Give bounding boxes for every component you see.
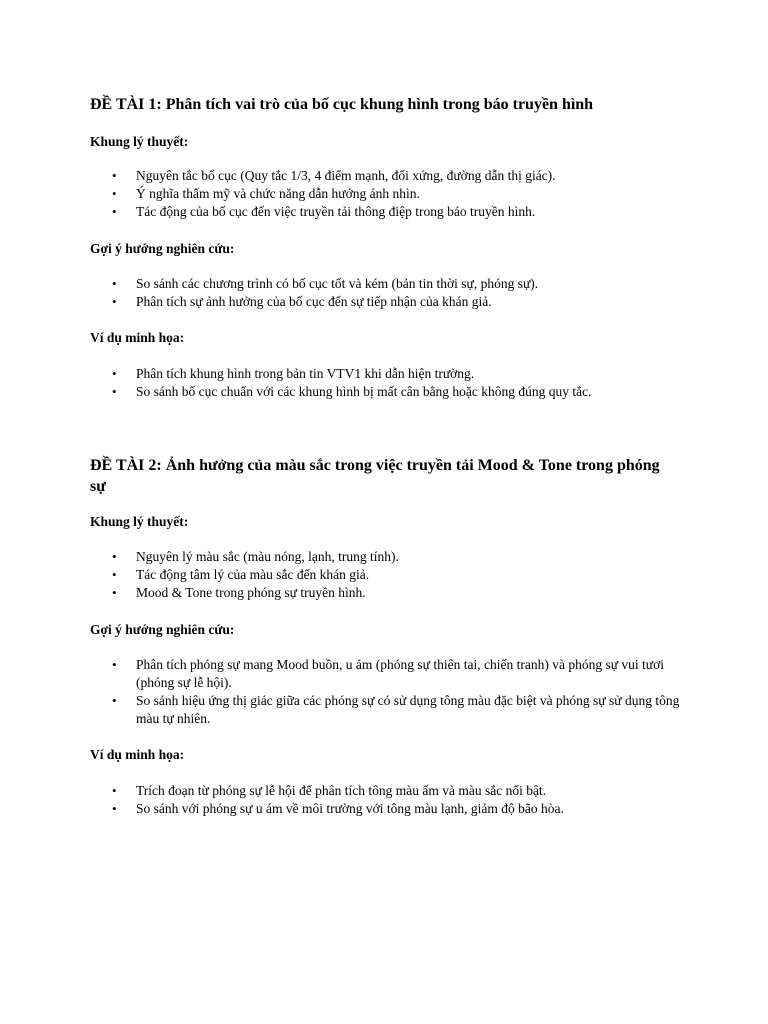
list-item: • So sánh các chương trình có bố cục tốt và kém (bản tin thời sự, phóng sự).	[90, 275, 690, 293]
topic-2-research-list	[90, 656, 690, 728]
list-item: • Phân tích sự ảnh hưởng của bố cục đến sự tiếp nhận của khán giả.	[90, 293, 690, 311]
topic-1-theory-list	[90, 167, 690, 221]
topic-2-example-list	[90, 782, 690, 818]
topic-2-research-label: Gợi ý hướng nghiên cứu:	[90, 622, 235, 637]
list-item: • Tác động tâm lý của màu sắc đến khán giả.	[90, 566, 690, 584]
topic-2-theory-list	[90, 548, 690, 602]
topic-2-title: ĐỀ TÀI 2: Ảnh hưởng của màu sắc trong việc truyền tải Mood & Tone trong phóng sự	[90, 457, 660, 495]
list-item: • So sánh bố cục chuẩn với các khung hình bị mất cân bằng hoặc không đúng quy tắc.	[90, 383, 690, 401]
topic-2-example-label: Ví dụ minh họa:	[90, 747, 185, 762]
topic-1-theory-label: Khung lý thuyết:	[90, 134, 189, 149]
topic-2-theory-label: Khung lý thuyết:	[90, 514, 189, 529]
list-item: • Trích đoạn từ phóng sự lễ hội để phân tích tông màu ấm và màu sắc nổi bật.	[90, 782, 690, 800]
topic-1-example-label: Ví dụ minh họa:	[90, 330, 185, 345]
list-item: • Nguyên lý màu sắc (màu nóng, lạnh, trung tính).	[90, 548, 690, 566]
list-item: • Mood & Tone trong phóng sự truyền hình.	[90, 584, 690, 602]
list-item: • Tác động của bố cục đến việc truyền tải thông điệp trong báo truyền hình.	[90, 203, 690, 221]
topic-1-research-label: Gợi ý hướng nghiên cứu:	[90, 241, 235, 256]
list-item: • So sánh với phóng sự u ám về môi trường với tông màu lạnh, giảm độ bão hòa.	[90, 800, 690, 818]
list-item: • Phân tích khung hình trong bản tin VTV1 khi dẫn hiện trường.	[90, 365, 690, 383]
list-item: • Nguyên tắc bố cục (Quy tắc 1/3, 4 điểm mạnh, đối xứng, đường dẫn thị giác).	[90, 167, 690, 185]
topic-1-research-list	[90, 275, 690, 311]
list-item: • Ý nghĩa thẩm mỹ và chức năng dẫn hướng ánh nhìn.	[90, 185, 690, 203]
list-item: • So sánh hiệu ứng thị giác giữa các phóng sự có sử dụng tông màu đặc biệt và phóng sự sử dụng tông màu tự nhiên.	[90, 692, 690, 728]
topic-1-example-list	[90, 365, 690, 401]
topic-1-title: ĐỀ TÀI 1: Phân tích vai trò của bố cục khung hình trong báo truyền hình	[90, 96, 594, 113]
list-item: • Phân tích phóng sự mang Mood buồn, u ám (phóng sự thiên tai, chiến tranh) và phóng sự vui tươi (phóng sự lễ hội).	[90, 656, 690, 692]
